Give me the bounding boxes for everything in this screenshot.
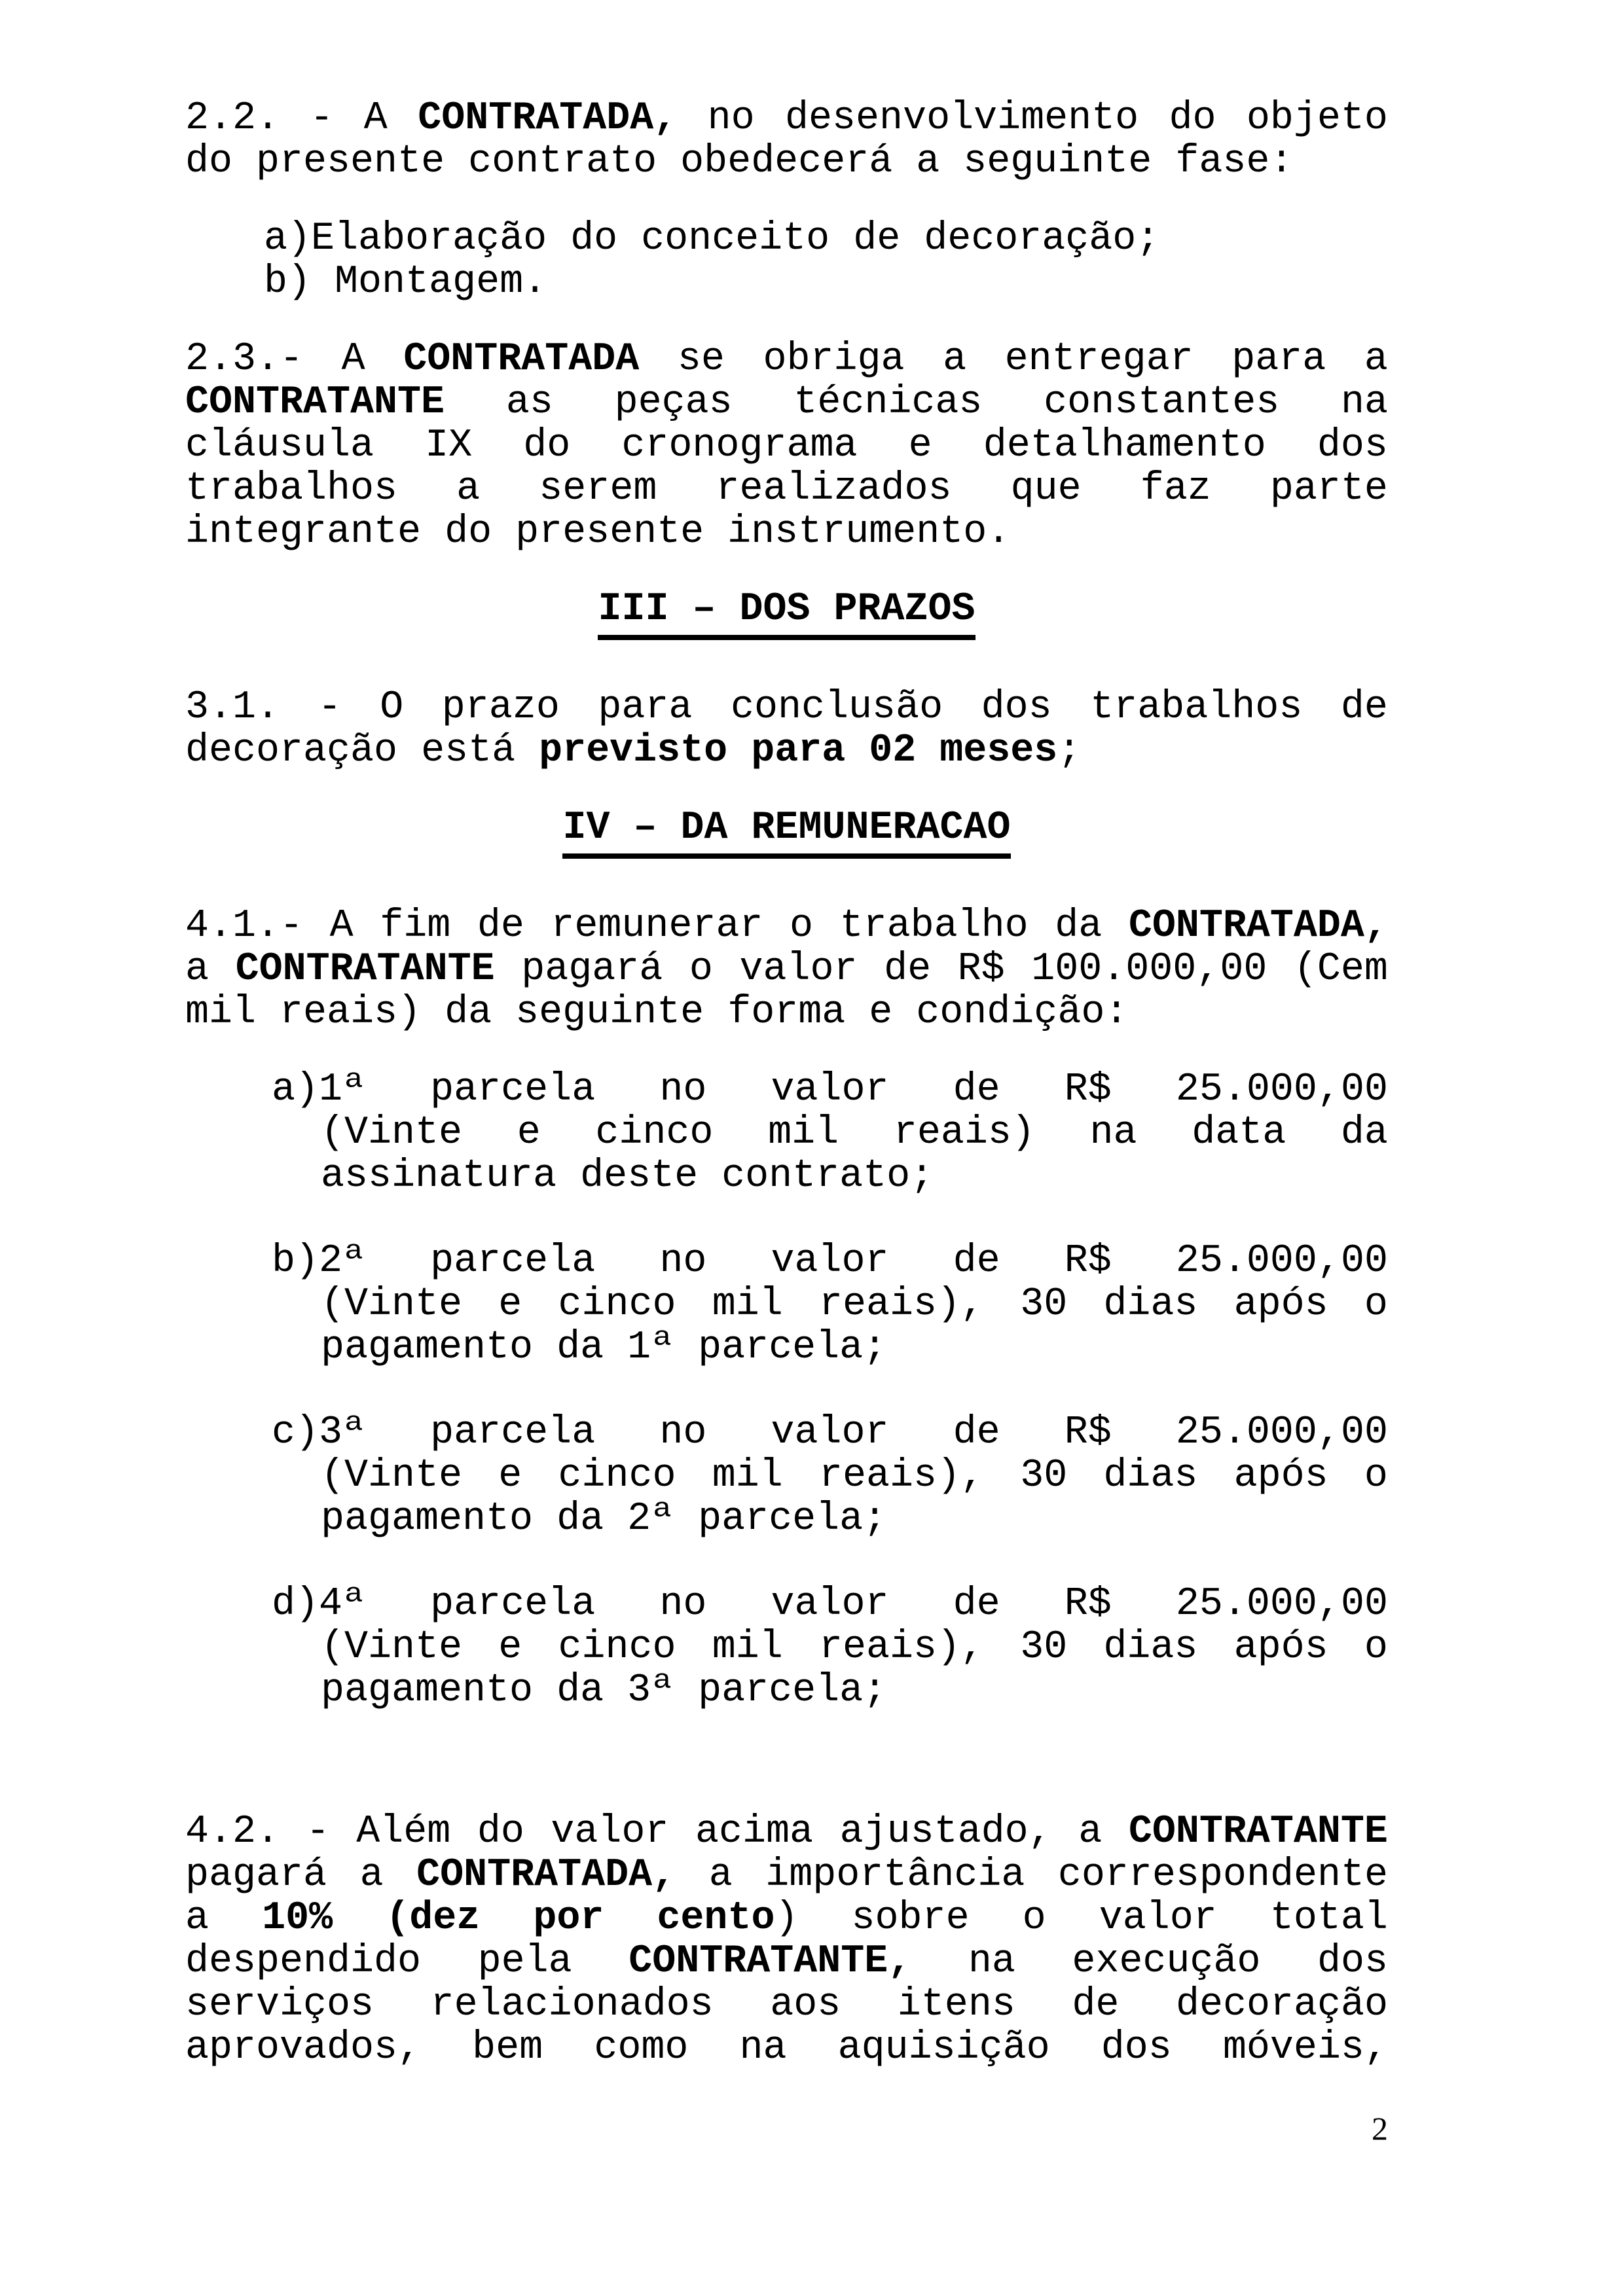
word: mil <box>768 1111 839 1155</box>
word: 25.000,00 <box>1175 1410 1388 1455</box>
word: que <box>1010 467 1082 511</box>
word: execução <box>1072 1939 1261 1984</box>
word: d)4ª <box>272 1582 367 1626</box>
word: aprovados, <box>185 2026 422 2070</box>
word: na <box>1340 380 1388 425</box>
word: CONTRATANTE <box>1128 1810 1388 1854</box>
word: para <box>751 728 846 773</box>
word: 2ª <box>627 1497 675 1541</box>
text-line <box>185 1854 1388 1897</box>
word: mil <box>712 1625 783 1670</box>
word: parcela; <box>698 1497 887 1541</box>
word: cinco <box>558 1454 676 1498</box>
word: obedecerá <box>680 139 893 184</box>
word: valor <box>551 1810 669 1854</box>
text-line <box>185 1983 1388 2026</box>
list-item <box>185 1583 1388 1712</box>
word: 3ª <box>627 1668 675 1713</box>
text-line <box>185 1810 1388 1854</box>
document-content <box>185 97 1388 2147</box>
word: dos <box>1317 423 1388 468</box>
word: o <box>1022 1896 1046 1941</box>
word: decoração <box>1175 1982 1388 2027</box>
word: 30 <box>1020 1625 1068 1670</box>
text-line <box>321 1155 1388 1198</box>
heading-text: III – DOS PRAZOS <box>598 588 975 640</box>
word: Além <box>356 1810 451 1854</box>
word: itens <box>897 1982 1015 2027</box>
word: CONTRATADA, <box>1128 904 1388 948</box>
word: pagamento <box>321 1497 534 1541</box>
text-line <box>185 686 1388 729</box>
word: - <box>306 1810 330 1854</box>
section-heading <box>185 588 1388 640</box>
word: mil <box>185 990 257 1035</box>
word: remunerar <box>551 904 763 948</box>
word: objeto <box>1246 96 1388 141</box>
word: conceito <box>641 217 830 261</box>
word: valor <box>771 1582 889 1626</box>
word: previsto <box>539 728 728 773</box>
word: (Vinte <box>321 1454 463 1498</box>
text-line <box>185 338 1388 381</box>
word: integrante <box>185 510 422 554</box>
word: valor <box>1099 1896 1217 1941</box>
word: do <box>1169 96 1216 141</box>
text-line <box>321 1669 1388 1712</box>
word: c)3ª <box>272 1410 367 1455</box>
word: meses; <box>939 728 1082 773</box>
word: reais), <box>818 1625 984 1670</box>
word: de <box>953 1582 1000 1626</box>
word: dos <box>981 685 1052 730</box>
word: valor <box>771 1239 889 1283</box>
text-line <box>185 467 1388 511</box>
word: total <box>1269 1896 1388 1941</box>
word: sobre <box>851 1896 970 1941</box>
word: 4.2. <box>185 1810 280 1854</box>
word: (Vinte <box>321 1282 463 1327</box>
word: trabalhos <box>185 467 398 511</box>
word: cláusula <box>185 423 374 468</box>
word: após <box>1233 1454 1328 1498</box>
word: 02 <box>869 728 917 773</box>
word: do <box>445 510 492 554</box>
word: as <box>505 380 553 425</box>
word: de <box>853 217 901 261</box>
word: no <box>659 1239 707 1283</box>
word: realizados <box>716 467 952 511</box>
word: a)1ª <box>272 1067 367 1112</box>
text-line <box>185 729 1388 772</box>
word: de <box>1072 1982 1120 2027</box>
word: pagará <box>521 947 663 992</box>
text-line <box>185 948 1388 991</box>
section-heading <box>185 806 1388 859</box>
word: na <box>1089 1111 1137 1155</box>
word: na <box>968 1939 1015 1984</box>
list-item <box>185 1411 1388 1541</box>
word: de <box>953 1410 1000 1455</box>
text-line <box>321 1454 1388 1498</box>
word: relacionados <box>430 1982 714 2027</box>
word: presente <box>515 510 704 554</box>
word: seguinte <box>515 990 704 1035</box>
word: pagamento <box>321 1325 534 1370</box>
word: técnicas <box>793 380 983 425</box>
word: A <box>329 904 354 948</box>
paragraph <box>185 217 1388 304</box>
word: ajustado, <box>839 1810 1052 1854</box>
word: entregar <box>1004 337 1194 382</box>
word: valor <box>739 947 858 992</box>
document-body <box>185 97 1388 2070</box>
word: e <box>869 990 893 1035</box>
word: dias <box>1103 1454 1198 1498</box>
text-line <box>272 1583 1388 1626</box>
word: e <box>498 1454 522 1498</box>
word: decoração; <box>924 217 1160 261</box>
word: mil <box>712 1282 783 1327</box>
word: 3.1. <box>185 685 280 730</box>
word: no <box>659 1410 707 1455</box>
word: assinatura <box>321 1154 557 1198</box>
word: cronograma <box>621 423 858 468</box>
word: do <box>570 217 618 261</box>
word: parcela; <box>698 1668 887 1713</box>
word: - <box>318 685 342 730</box>
word: e <box>498 1282 522 1327</box>
word: do <box>477 1810 524 1854</box>
word: o <box>689 947 713 992</box>
word: 100.000,00 <box>1031 947 1267 992</box>
word: conclusão <box>731 685 943 730</box>
word: da <box>1055 904 1103 948</box>
text-line <box>185 905 1388 948</box>
word: valor <box>771 1410 889 1455</box>
word: dias <box>1103 1282 1198 1327</box>
word: de <box>953 1067 1000 1112</box>
word: seguinte <box>963 139 1152 184</box>
word: parcela <box>430 1410 596 1455</box>
word: serviços <box>185 1982 374 2027</box>
word: (Vinte <box>321 1111 463 1155</box>
word: 4.1.- <box>185 904 304 948</box>
word: 2.2. <box>185 96 280 141</box>
word: cento) <box>657 1896 799 1941</box>
word: (dez <box>386 1896 481 1941</box>
word: o <box>1364 1282 1388 1327</box>
word: contrato <box>468 139 657 184</box>
word: no <box>707 96 755 141</box>
word: a <box>708 1853 733 1897</box>
word: da <box>445 990 492 1035</box>
word: CONTRATADA <box>403 337 640 382</box>
text-line <box>321 1498 1388 1541</box>
word: CONTRATANTE <box>185 380 445 425</box>
word: de <box>1340 685 1388 730</box>
word: a <box>185 947 210 992</box>
word: no <box>659 1582 707 1626</box>
word: a)Elaboração <box>264 217 547 261</box>
word: trabalhos <box>1090 685 1303 730</box>
word: - <box>310 96 334 141</box>
word: bem <box>472 2026 543 2070</box>
word: dos <box>1101 2026 1172 2070</box>
word: a <box>916 139 940 184</box>
word: desenvolvimento <box>785 96 1139 141</box>
text-line <box>321 1326 1388 1369</box>
word: o <box>1364 1625 1388 1670</box>
word: decoração <box>185 728 398 773</box>
word: reais), <box>818 1282 984 1327</box>
word: R$ <box>1064 1410 1112 1455</box>
word: acima <box>695 1810 814 1854</box>
text-line <box>185 1897 1388 1940</box>
word: forma <box>727 990 846 1035</box>
word: pagamento <box>321 1668 534 1713</box>
word: A <box>341 337 365 382</box>
word: da <box>556 1325 604 1370</box>
text-line <box>264 260 1388 304</box>
word: Montagem. <box>335 260 547 304</box>
text-line <box>185 424 1388 467</box>
word: cinco <box>595 1111 714 1155</box>
text-line <box>185 97 1388 140</box>
word: e <box>908 423 932 468</box>
list-item <box>185 1240 1388 1369</box>
word: a <box>185 1896 210 1941</box>
word: obriga <box>763 337 905 382</box>
word: trabalho <box>839 904 1029 948</box>
text-line <box>185 1940 1388 1983</box>
word: se <box>677 337 725 382</box>
text-line <box>185 381 1388 424</box>
word: do <box>523 423 571 468</box>
word: deste <box>580 1154 699 1198</box>
word: (Cem <box>1293 947 1388 992</box>
word: 25.000,00 <box>1175 1582 1388 1626</box>
word: da <box>1340 1111 1388 1155</box>
word: no <box>659 1067 707 1112</box>
page-number: 2 <box>1372 2110 1388 2147</box>
word: aos <box>770 1982 841 2027</box>
word: 25.000,00 <box>1175 1239 1388 1283</box>
paragraph <box>185 97 1388 183</box>
text-line <box>321 1626 1388 1669</box>
word: do <box>185 139 233 184</box>
text-line <box>272 1411 1388 1454</box>
word: está <box>421 728 516 773</box>
word: pagará <box>185 1853 327 1897</box>
word: parcela <box>430 1067 596 1112</box>
word: a <box>943 337 967 382</box>
word: parcela <box>430 1239 596 1283</box>
word: data <box>1192 1111 1286 1155</box>
word: parcela <box>430 1582 596 1626</box>
word: cinco <box>558 1282 676 1327</box>
text-line <box>185 991 1388 1034</box>
word: CONTRATADA, <box>418 96 678 141</box>
word: reais) <box>280 990 422 1035</box>
word: 30 <box>1020 1454 1068 1498</box>
word: detalhamento <box>983 423 1266 468</box>
word: fim <box>380 904 451 948</box>
word: instrumento. <box>727 510 1011 554</box>
word: IX <box>425 423 473 468</box>
text-line <box>185 2026 1388 2070</box>
word: a <box>456 467 481 511</box>
paragraph <box>185 338 1388 554</box>
word: de <box>477 904 524 948</box>
paragraph <box>185 1810 1388 2070</box>
word: de <box>884 947 932 992</box>
word: para <box>598 685 693 730</box>
word: faz <box>1140 467 1211 511</box>
word: prazo <box>441 685 560 730</box>
word: móveis, <box>1222 2026 1388 2070</box>
word: dos <box>1317 1939 1388 1984</box>
word: peças <box>614 380 733 425</box>
word: de <box>953 1239 1000 1283</box>
word: da <box>556 1497 604 1541</box>
word: a <box>1364 337 1388 382</box>
word: parte <box>1269 467 1388 511</box>
word: como <box>594 2026 689 2070</box>
word: CONTRATANTE <box>235 947 495 992</box>
word: após <box>1233 1625 1328 1670</box>
word: da <box>556 1668 604 1713</box>
word: reais) <box>893 1111 1035 1155</box>
text-line <box>264 217 1388 260</box>
word: correspondente <box>1057 1853 1388 1897</box>
word: R$ <box>1064 1582 1112 1626</box>
text-line <box>185 511 1388 554</box>
heading-text: IV – DA REMUNERACAO <box>562 806 1010 859</box>
word: e <box>517 1111 541 1155</box>
word: o <box>1364 1454 1388 1498</box>
word: na <box>739 2026 787 2070</box>
word: parcela; <box>698 1325 887 1370</box>
word: (Vinte <box>321 1625 463 1670</box>
word: 1ª <box>627 1325 675 1370</box>
text-line <box>321 1111 1388 1155</box>
word: valor <box>771 1067 889 1112</box>
word: b) <box>264 260 312 304</box>
word: por <box>533 1896 604 1941</box>
word: 10% <box>262 1896 333 1941</box>
paragraph <box>185 905 1388 1034</box>
word: importância <box>765 1853 1025 1897</box>
word: CONTRATADA, <box>416 1853 676 1897</box>
text-line <box>272 1240 1388 1283</box>
word: R$ <box>1064 1067 1112 1112</box>
word: para <box>1231 337 1326 382</box>
word: fase: <box>1175 139 1294 184</box>
word: contrato; <box>721 1154 934 1198</box>
text-line <box>185 140 1388 183</box>
word: constantes <box>1044 380 1280 425</box>
word: condição: <box>916 990 1129 1035</box>
word: R$ <box>957 947 1005 992</box>
word: O <box>380 685 404 730</box>
word: o <box>790 904 814 948</box>
word: R$ <box>1064 1239 1112 1283</box>
word: b)2ª <box>272 1239 367 1283</box>
text-line <box>272 1068 1388 1111</box>
word: e <box>498 1625 522 1670</box>
word: pela <box>477 1939 572 1984</box>
word: cinco <box>558 1625 676 1670</box>
paragraph <box>185 686 1388 772</box>
word: 30 <box>1020 1282 1068 1327</box>
word: após <box>1233 1282 1328 1327</box>
word: 25.000,00 <box>1175 1067 1388 1112</box>
word: reais), <box>818 1454 984 1498</box>
word: aquisição <box>837 2026 1050 2070</box>
word: 2.3.- <box>185 337 304 382</box>
word: a <box>359 1853 384 1897</box>
text-line <box>321 1283 1388 1326</box>
word: a <box>1078 1810 1103 1854</box>
word: A <box>363 96 388 141</box>
word: despendido <box>185 1939 422 1984</box>
word: CONTRATANTE, <box>629 1939 912 1984</box>
word: serem <box>539 467 657 511</box>
word: presente <box>256 139 445 184</box>
list-item <box>185 1068 1388 1198</box>
word: dias <box>1103 1625 1198 1670</box>
word: mil <box>712 1454 783 1498</box>
